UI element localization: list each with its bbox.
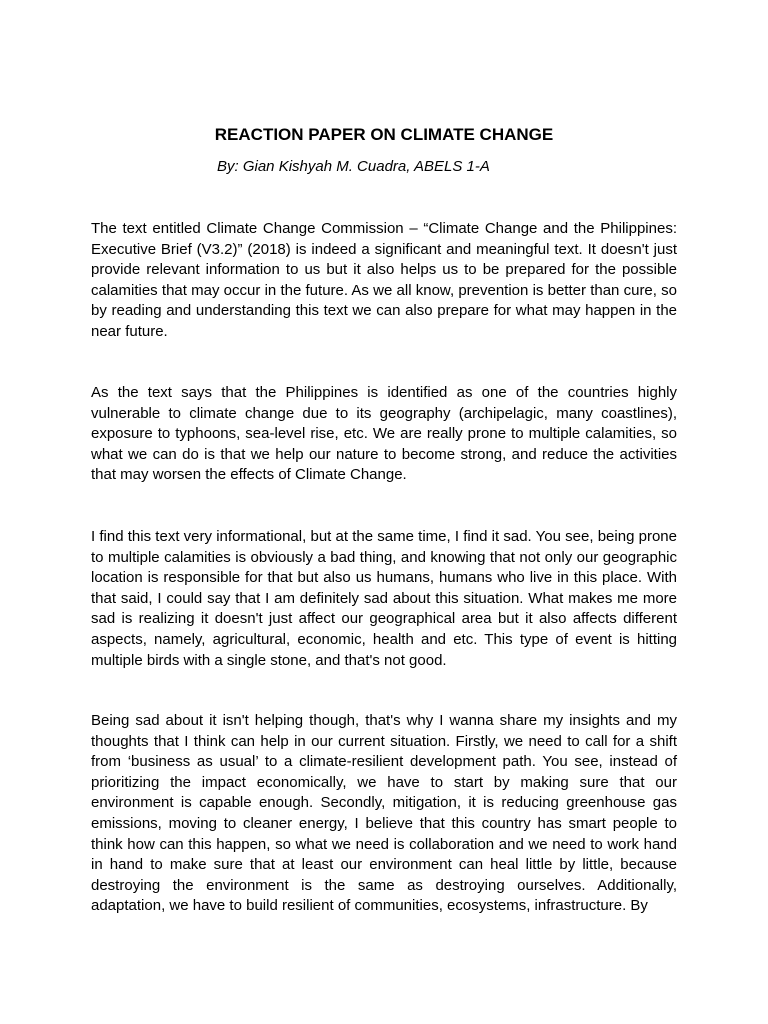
paragraph-3: I find this text very informational, but at the same time, I find it sad. You see, being prone to multiple calamities is obviously a bad thing, and knowing that not only our geographic location is responsible for that but also us humans, humans who live in this place. With that said, I could say that I am definitely sad about this situation. What makes me more sad is realizing it doesn't just affect our geographical area but it also affects different aspects, namely, agricultural, economic, health and etc. This type of event is hitting multiple birds with a single stone, and that's not good. [91, 528, 677, 669]
page-title: REACTION PAPER ON CLIMATE CHANGE [214, 125, 554, 144]
paragraph-4: Being sad about it isn't helping though, that's why I wanna share my insights and my thoughts that I think can help in our current situation. Firstly, we need to call for a shift from ‘business as usual’ to a climate-resilient development path. You see, instead of prioritizing the impact economically, we have to start by making sure that our environment is capable enough. Secondly, mitigation, it is reducing greenhouse gas emissions, moving to cleaner energy, I believe that this country has smart people to think how can this happen, so what we need is collaboration and we need to work hand in hand to make sure that at least our environment can heal little by little, because destroying the environment is the same as destroying ourselves. Additionally, adaptation, we have to build resilient of communities, ecosystems, infrastructure. By [91, 712, 677, 915]
paragraph-2: As the text says that the Philippines is identified as one of the countries highly vulnerable to climate change due to its geography (archipelagic, many coastlines), exposure to typhoons, sea-level rise, etc. We are really prone to multiple calamities, so what we can do is that we help our nature to become strong, and reduce the activities that may worsen the effects of Climate Change. [91, 384, 677, 484]
author-byline: By: Gian Kishyah M. Cuadra, ABELS 1-A [217, 158, 490, 175]
paragraph-1: The text entitled Climate Change Commission – “Climate Change and the Philippines: Executive Brief (V3.2)” (2018) is indeed a significant and meaningful text. It doesn't just provide relevant information to us but it also helps us to be prepared for the possible calamities that may occur in the future. As we all know, prevention is better than cure, so by reading and understanding this text we can also prepare for what may happen in the near future. [91, 220, 677, 340]
